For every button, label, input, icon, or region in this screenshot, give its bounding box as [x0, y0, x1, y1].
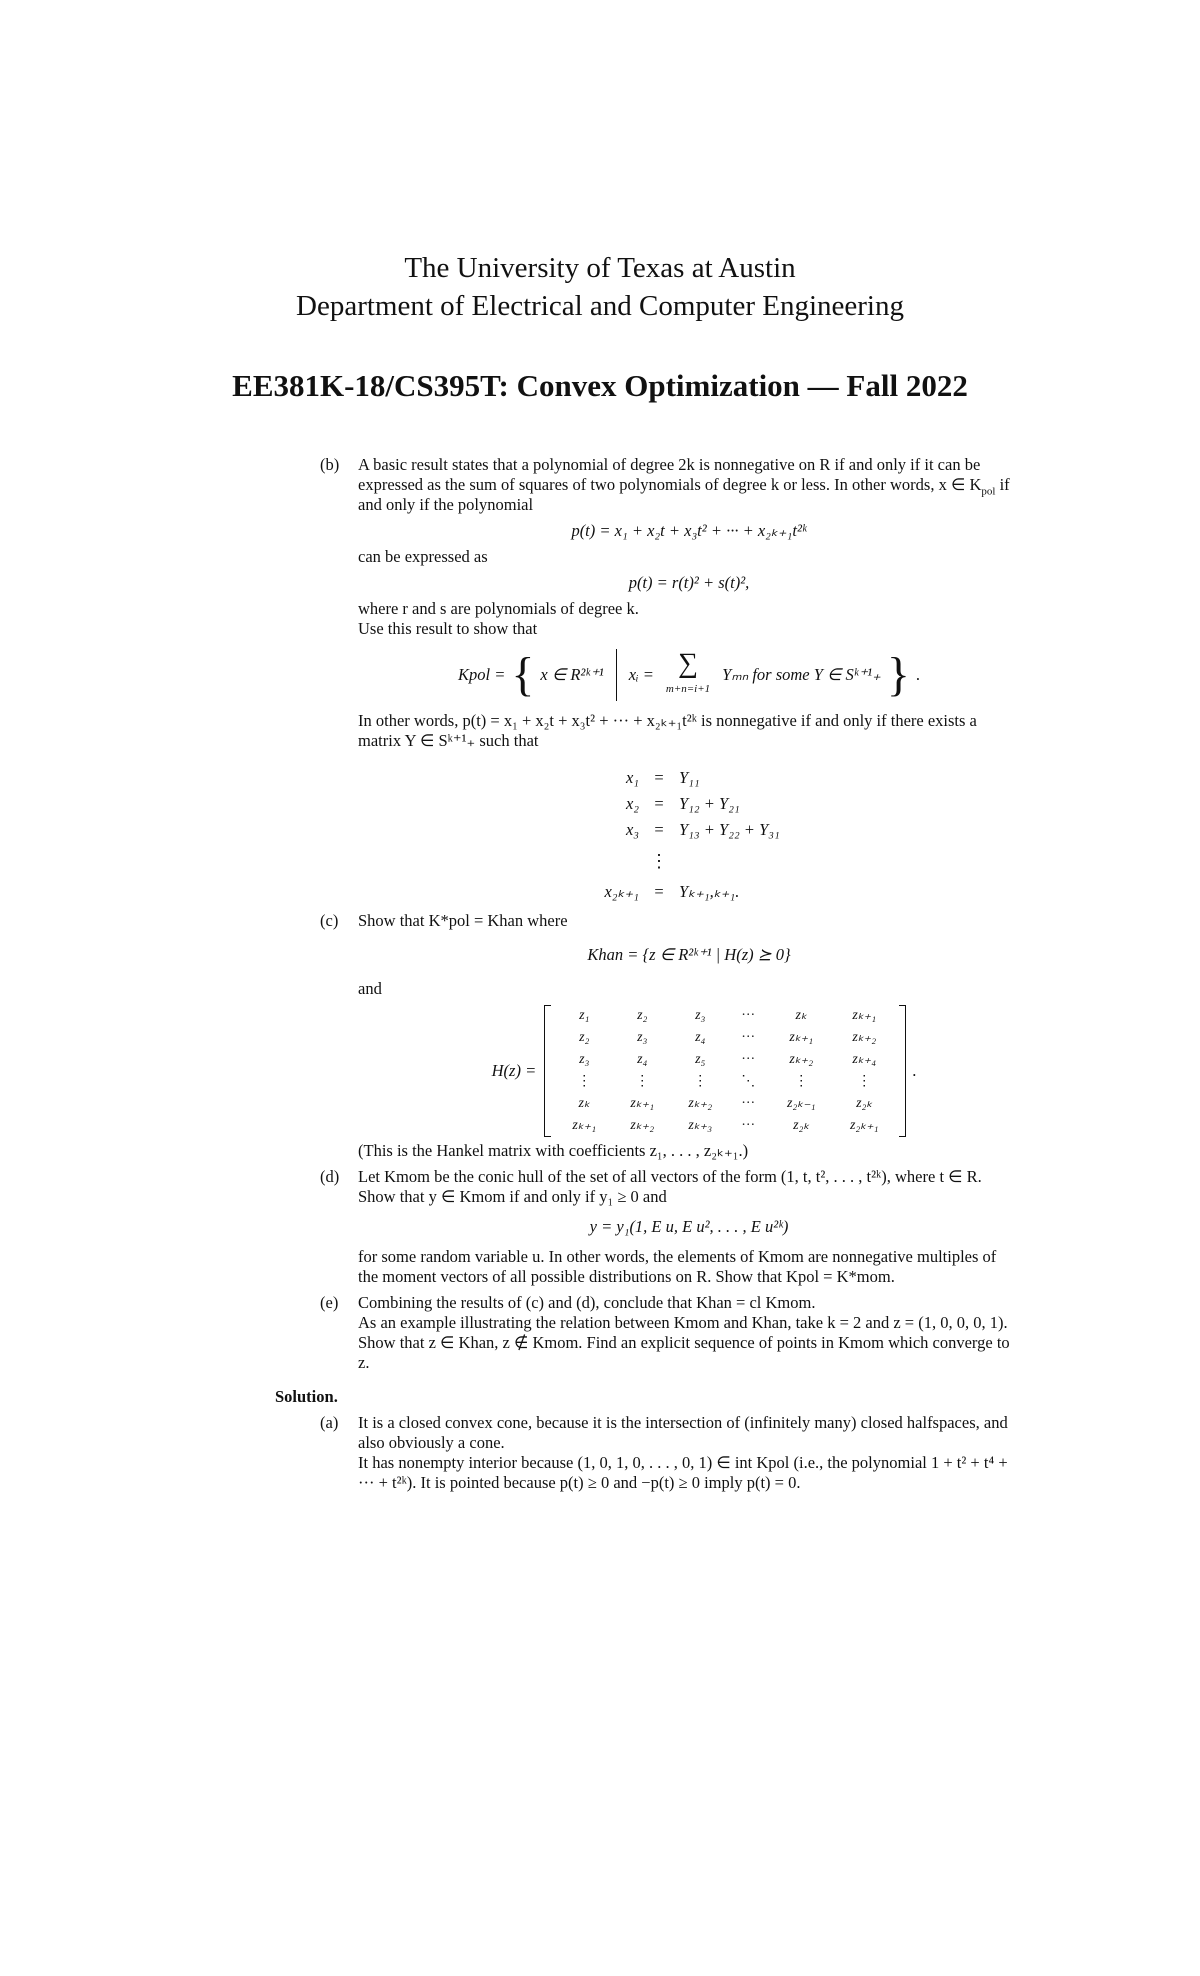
- part-e-text: Combining the results of (c) and (d), conclude that Khan = cl Kmom.: [358, 1293, 816, 1312]
- matrix-cell: zₖ: [795, 1008, 807, 1023]
- matrix-cell: z₃: [695, 1008, 706, 1023]
- part-e-text2: As an example illustrating the relation between Kmom and Khan, take k = 2 and z = (1, 0, 0, 0, 1). Show that z ∈ Khan, z ∉ Kmom. Find an explicit sequence of points in Kmom which converge to z.: [358, 1313, 1010, 1372]
- matrix-cell: zₖ₊₃: [688, 1118, 713, 1133]
- equation-row: x₃ = Y₁₃ + Y₂₂ + Y₃₁: [625, 820, 780, 839]
- part-e-label: (e): [320, 1293, 339, 1312]
- and-text: and: [358, 979, 382, 998]
- matrix-cell: ⋮: [693, 1074, 708, 1089]
- part-b-label: (b): [320, 455, 340, 474]
- solution-a: [320, 1413, 1020, 1493]
- matrix-cell: zₖ₊₂: [688, 1096, 713, 1111]
- polynomial-equation: p(t) = x₁ + x₂t + x₃t² + ··· + x₂ₖ₊₁t²ᵏ: [571, 521, 807, 540]
- h-label: H(z) =: [491, 1061, 537, 1080]
- solution-a-label: (a): [320, 1413, 339, 1432]
- part-d-text: Let Kmom be the conic hull of the set of all vectors of the form (1, t, t², . . . , t²ᵏ), where t ∈ R. Show that y ∈ Kmom if and only if y₁ ≥ 0 and: [358, 1167, 982, 1206]
- matrix-cell: z₁: [579, 1008, 590, 1023]
- part-c-text: Show that K*pol = Khan where: [358, 911, 568, 930]
- hankel-matrix-block: [388, 1005, 1020, 1137]
- set-element: x ∈ R²ᵏ⁺¹: [540, 665, 604, 684]
- matrix-cell: ···: [741, 1052, 756, 1067]
- course-title: EE381K-18/CS395T: Convex Optimization — Fall 2022: [232, 368, 968, 403]
- equation-row: x₂ₖ₊₁ = Yₖ₊₁,ₖ₊₁.: [604, 882, 740, 901]
- use-result-text: Use this result to show that: [358, 619, 538, 638]
- matrix-cell: zₖ₊₁: [852, 1008, 877, 1023]
- hankel-note: (This is the Hankel matrix with coefficients z₁, . . . , z₂ₖ₊₁.): [358, 1141, 749, 1160]
- part-d-text2: for some random variable u. In other words, the elements of Kmom are nonnegative multiples of the moment vectors of all possible distributions on R. Show that Kpol = K*mom.: [358, 1247, 997, 1286]
- summation: [665, 648, 711, 699]
- moment-equation: y = y₁(1, E u, E u², . . . , E u²ᵏ): [589, 1217, 789, 1236]
- matrix-cell: zₖ: [578, 1096, 590, 1111]
- set-rhs: Yₘₙ for some Y ∈ Sᵏ⁺¹₊: [722, 665, 881, 684]
- matrix-cell: z₂: [579, 1030, 590, 1045]
- matrix-cell: z₅: [695, 1052, 706, 1067]
- equation-row: ⋮: [650, 851, 668, 871]
- department-title: Department of Electrical and Computer Engineering: [296, 290, 904, 322]
- kpol-set-definition: [358, 649, 1020, 701]
- sum-limits: m+n=i+1: [665, 683, 711, 695]
- set-divider: [616, 649, 617, 701]
- matrix-cell: z₃: [579, 1052, 590, 1067]
- matrix-cell: zₖ₊₂: [630, 1118, 655, 1133]
- can-be-text: can be expressed as: [358, 547, 488, 566]
- matrix-cell: zₖ₊₂: [789, 1052, 814, 1067]
- hankel-matrix: [544, 1005, 906, 1137]
- matrix-cell: ⋮: [857, 1074, 872, 1089]
- matrix-cell: ···: [741, 1118, 756, 1133]
- matrix-cell: ⋱: [741, 1074, 756, 1089]
- solution-a-text2: It has nonempty interior because (1, 0, 1, 0, . . . , 0, 1) ∈ int Kpol (i.e., the polynomial 1 + t² + t⁴ + ··· + t²ᵏ). It is pointed because p(t) ≥ 0 and −p(t) ≥ 0 imply p(t) = 0.: [358, 1453, 1008, 1492]
- matrix-cell: ···: [741, 1008, 756, 1023]
- where-rs-text: where r and s are polynomials of degree k.: [358, 599, 639, 618]
- matrix-cell: z₄: [695, 1030, 706, 1045]
- matrix-cell: zₖ₊₂: [852, 1030, 877, 1045]
- matrix-cell: ···: [741, 1096, 756, 1111]
- part-c: [320, 911, 1020, 1161]
- part-b: [320, 455, 1020, 905]
- set-period: .: [915, 665, 920, 684]
- matrix-cell: ⋮: [794, 1074, 809, 1089]
- equation-row: x₁ = Y₁₁: [625, 768, 700, 787]
- matrix-cell: ⋮: [635, 1074, 650, 1089]
- problem-body: [275, 455, 1020, 1493]
- equation-row: x₂ = Y₁₂ + Y₂₁: [625, 794, 740, 813]
- xi-lhs: xᵢ =: [628, 665, 654, 684]
- matrix-cell: z₂ₖ: [856, 1096, 873, 1111]
- matrix-cell: z₂: [637, 1008, 648, 1023]
- matrix-cell: z₂ₖ: [793, 1118, 810, 1133]
- khan-equation: Khan = {z ∈ R²ᵏ⁺¹ | H(z) ⪰ 0}: [587, 945, 791, 964]
- matrix-cell: zₖ₊₁: [572, 1118, 597, 1133]
- part-d-label: (d): [320, 1167, 340, 1186]
- part-d: [320, 1167, 1020, 1287]
- matrix-cell: ···: [741, 1030, 756, 1045]
- sos-equation: p(t) = r(t)² + s(t)²,: [628, 573, 750, 592]
- matrix-cell: z₄: [637, 1052, 648, 1067]
- kpol-lhs: Kpol =: [458, 665, 506, 684]
- right-brace: }: [886, 648, 910, 701]
- matrix-cell: ⋮: [577, 1074, 592, 1089]
- other-words-text: In other words, p(t) = x₁ + x₂t + x₃t² + ··· + x₂ₖ₊₁t²ᵏ is nonnegative if and only if there exists a matrix Y ∈ Sᵏ⁺¹₊ such that: [358, 711, 977, 750]
- matrix-cell: z₂ₖ₊₁: [849, 1118, 879, 1133]
- part-b-intro: A basic result states that a polynomial of degree 2k is nonnegative on R if and only if it can be expressed as the sum of squares of two polynomials of degree k or less. In other words, x ∈ $K_{pol}$ if and only if the polynomial: [358, 455, 1010, 514]
- matrix-cell: zₖ₊₁: [630, 1096, 655, 1111]
- aligned-equations: [569, 765, 809, 905]
- solution-heading: Solution.: [275, 1387, 338, 1406]
- left-brace: {: [511, 648, 535, 701]
- matrix-cell: z₂ₖ₋₁: [786, 1096, 816, 1111]
- university-title: The University of Texas at Austin: [404, 252, 796, 284]
- solution-a-text: It is a closed convex cone, because it is the intersection of (infinitely many) closed halfspaces, and also obviously a cone.: [358, 1413, 1008, 1452]
- part-e: [320, 1293, 1020, 1373]
- part-c-label: (c): [320, 911, 339, 930]
- matrix-cell: z₃: [637, 1030, 648, 1045]
- matrix-cell: zₖ₊₄: [852, 1052, 877, 1067]
- matrix-period: .: [912, 1061, 917, 1080]
- matrix-cell: zₖ₊₁: [789, 1030, 814, 1045]
- matrix-grid: [556, 1005, 894, 1137]
- sigma-symbol: ∑: [678, 648, 699, 679]
